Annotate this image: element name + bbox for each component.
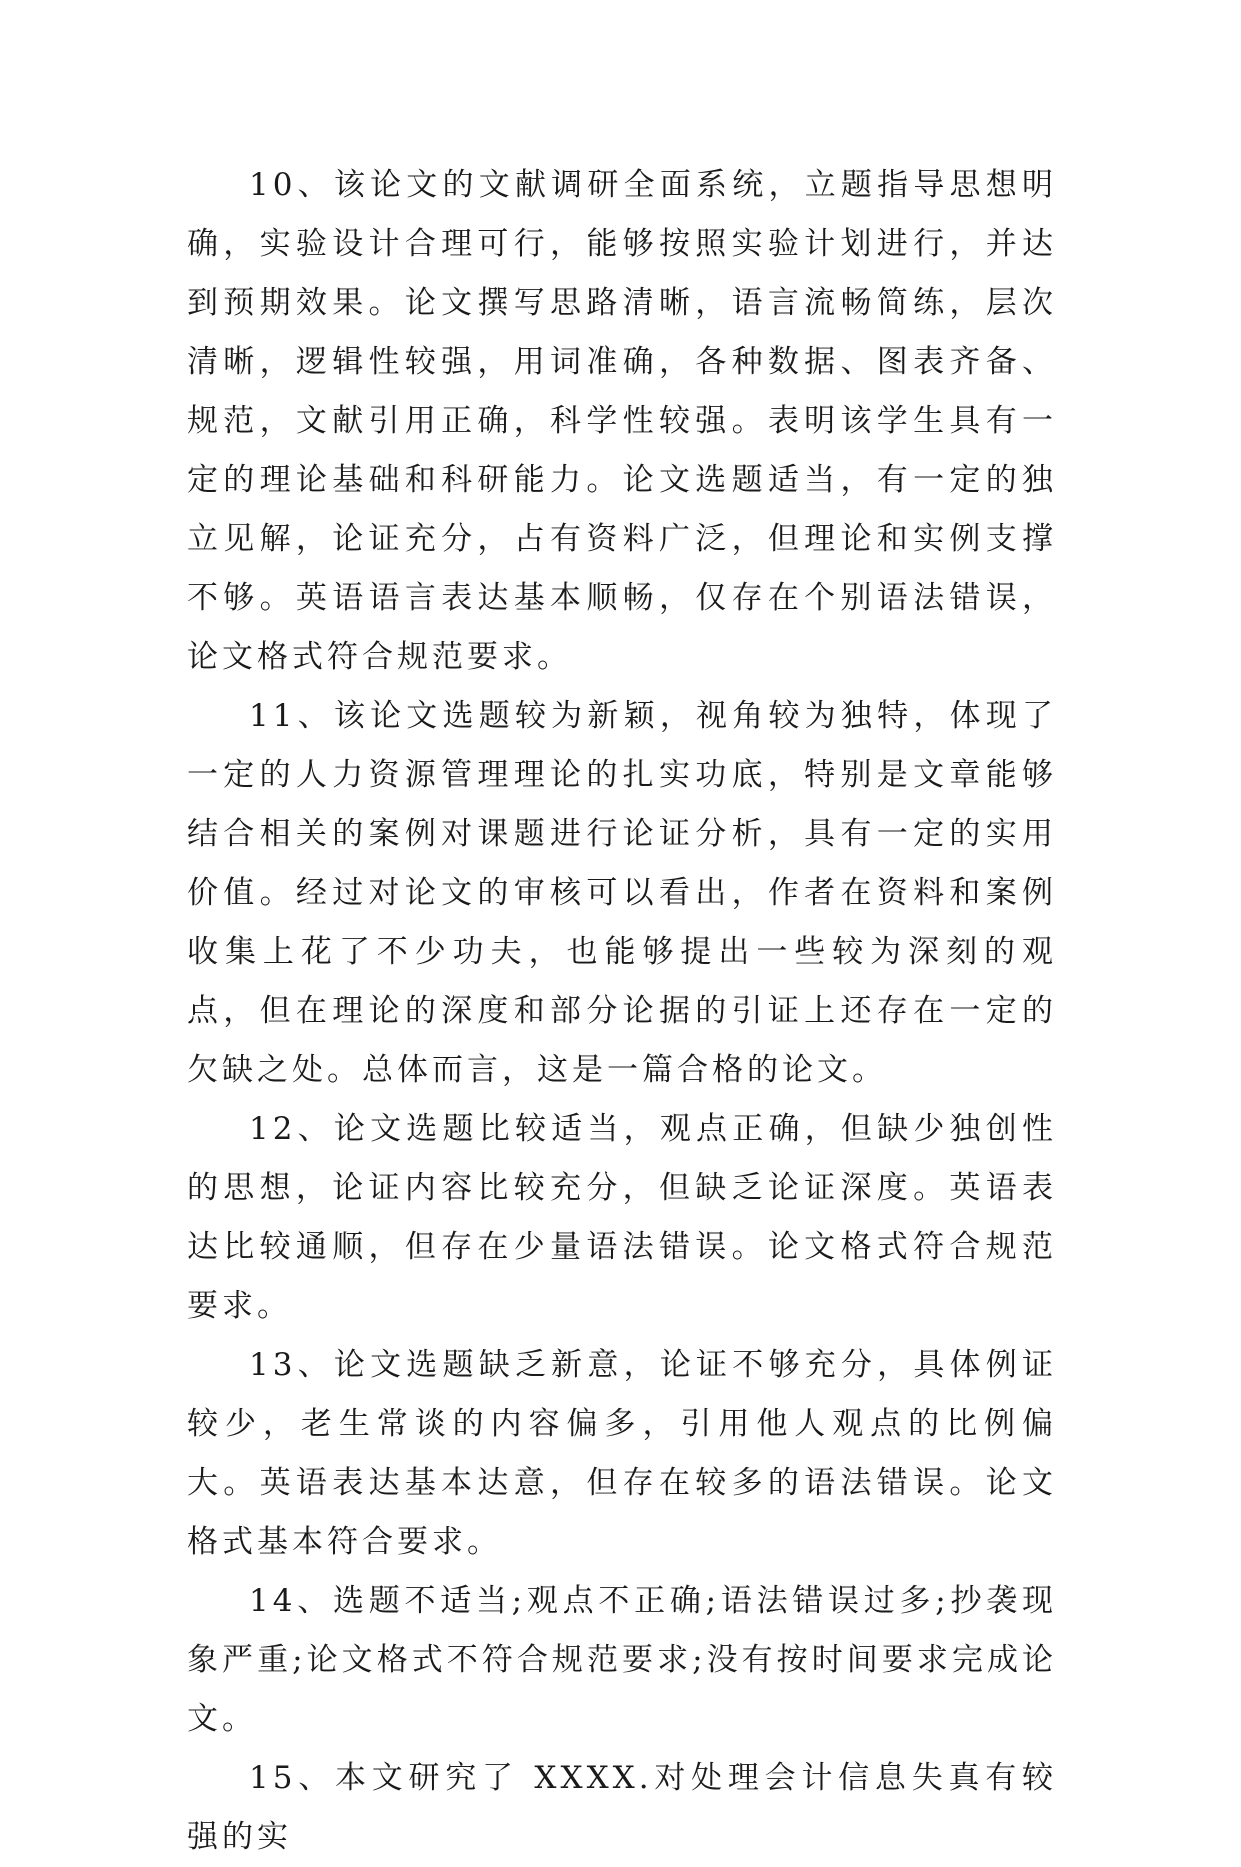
comment-paragraph-15: 15、本文研究了 XXXX.对处理会计信息失真有较强的实	[187, 1760, 1057, 1855]
comment-paragraph-14: 14、选题不适当;观点不正确;语法错误过多;抄袭现象严重;论文格式不符合规范要求;没有按时间要求完成论文。	[187, 1583, 1057, 1737]
comment-paragraph-13: 13、论文选题缺乏新意，论证不够充分，具体例证较少，老生常谈的内容偏多，引用他人观点的比例偏大。英语表达基本达意，但存在较多的语法错误。论文格式基本符合要求。	[187, 1347, 1057, 1560]
document-body	[187, 156, 1057, 1867]
comment-paragraph-10: 10、该论文的文献调研全面系统，立题指导思想明确，实验设计合理可行，能够按照实验计划进行，并达到预期效果。论文撰写思路清晰，语言流畅简练，层次清晰，逻辑性较强，用词准确，各种数据、图表齐备、规范，文献引用正确，科学性较强。表明该学生具有一定的理论基础和科研能力。论文选题适当，有一定的独立见解，论证充分，占有资料广泛，但理论和实例支撑不够。英语语言表达基本顺畅，仅存在个别语法错误，论文格式符合规范要求。	[187, 167, 1057, 675]
comment-paragraph-11: 11、该论文选题较为新颖，视角较为独特，体现了一定的人力资源管理理论的扎实功底，特别是文章能够结合相关的案例对课题进行论证分析，具有一定的实用价值。经过对论文的审核可以看出，作者在资料和案例收集上花了不少功夫，也能够提出一些较为深刻的观点，但在理论的深度和部分论据的引证上还存在一定的欠缺之处。总体而言，这是一篇合格的论文。	[187, 698, 1057, 1088]
comment-paragraph-12: 12、论文选题比较适当，观点正确，但缺少独创性的思想，论证内容比较充分，但缺乏论证深度。英语表达比较通顺，但存在少量语法错误。论文格式符合规范要求。	[187, 1111, 1057, 1324]
